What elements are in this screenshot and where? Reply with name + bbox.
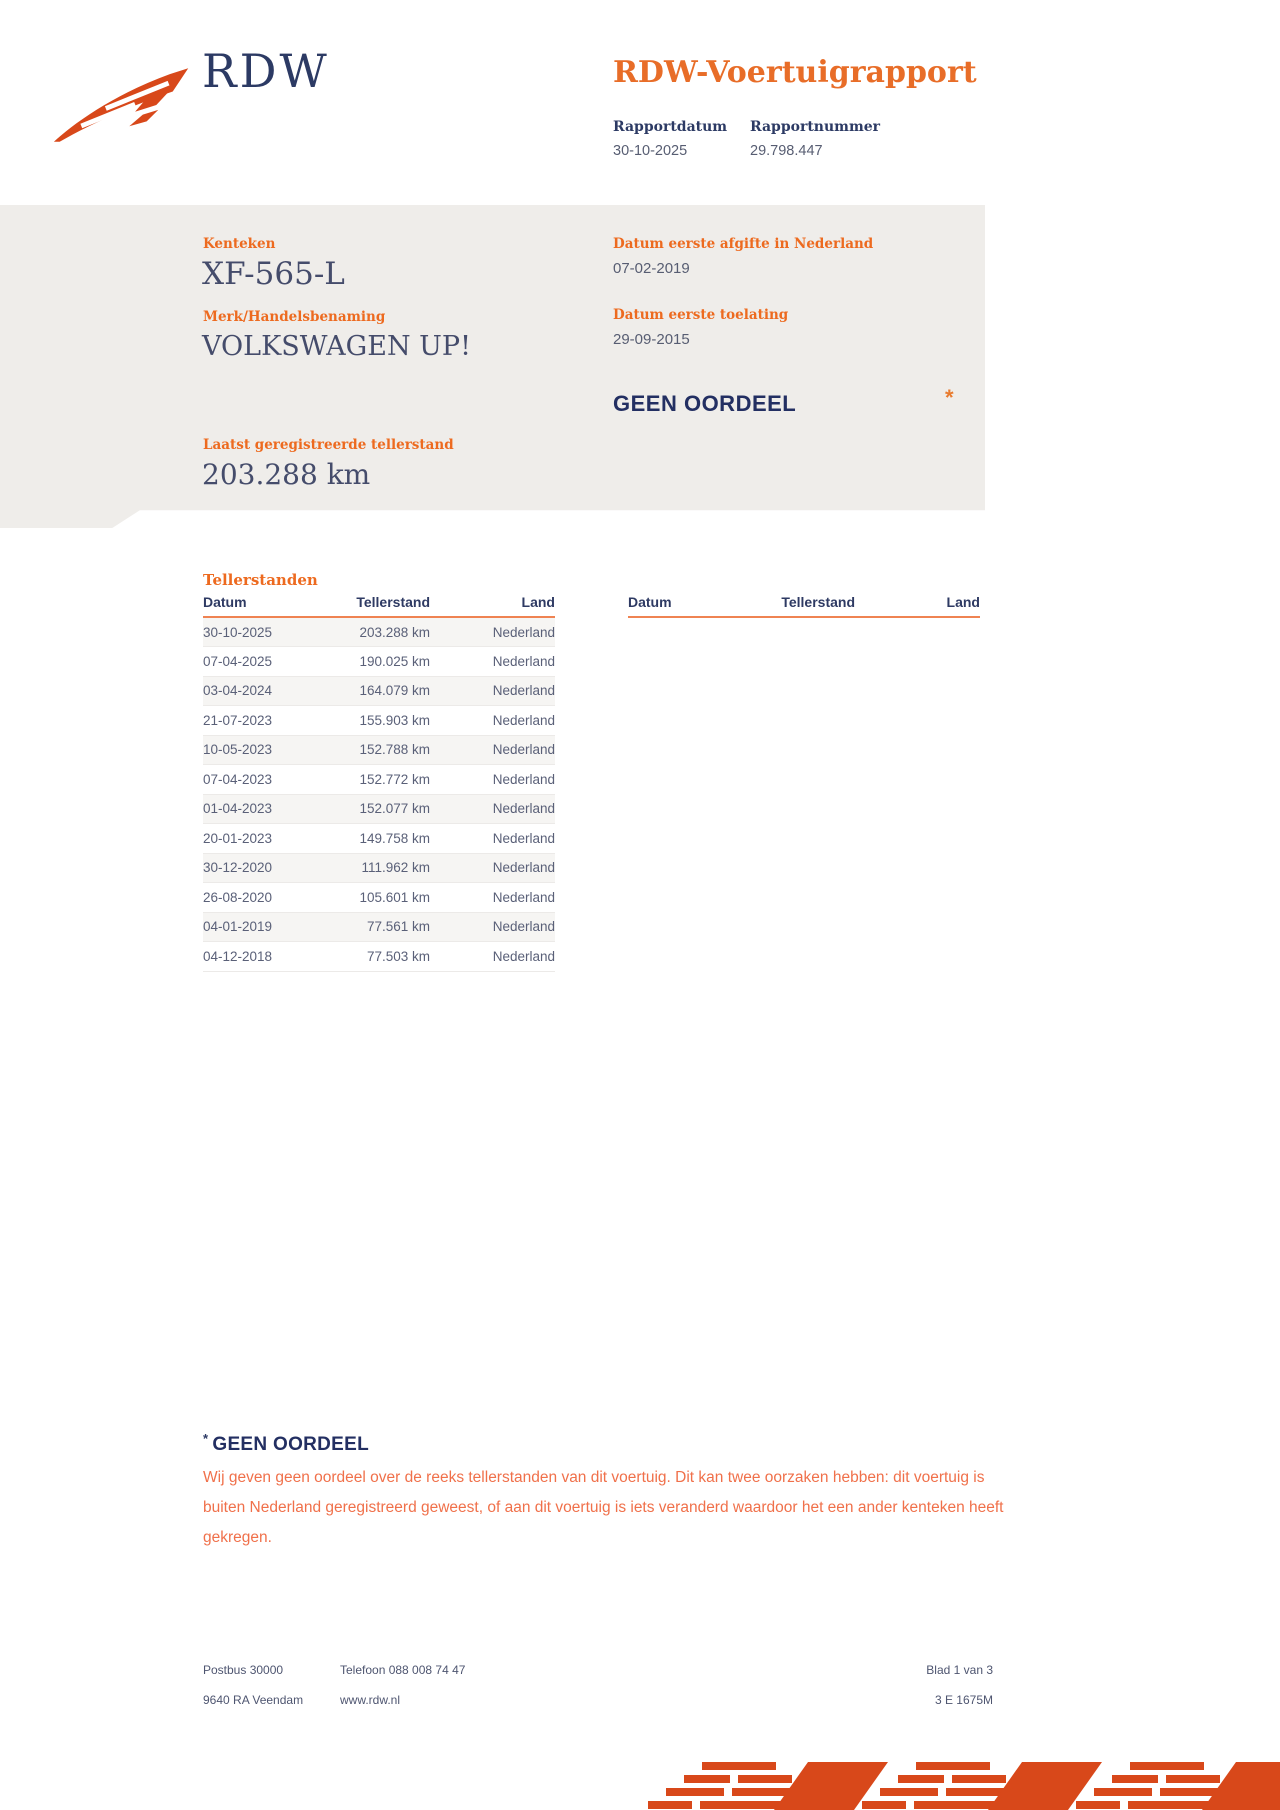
kenteken-value: XF-565-L <box>202 256 345 292</box>
cell-land: Nederland <box>430 765 555 795</box>
merk-label: Merk/Handelsbenaming <box>203 309 386 325</box>
cell-land: Nederland <box>430 942 555 972</box>
footer-phone: Telefoon 088 008 74 47 <box>340 1663 466 1677</box>
verdict-text: GEEN OORDEEL <box>613 391 797 416</box>
cell-datum: 01-04-2023 <box>203 794 333 824</box>
cell-land: Nederland <box>430 853 555 883</box>
cell-datum: 30-10-2025 <box>203 617 333 647</box>
cell-datum: 30-12-2020 <box>203 853 333 883</box>
report-number-label: Rapportnummer <box>750 119 881 135</box>
cell-tellerstand: 77.503 km <box>333 942 430 972</box>
col-header-land: Land <box>855 594 980 617</box>
cell-tellerstand: 152.077 km <box>333 794 430 824</box>
col-header-land: Land <box>430 594 555 617</box>
cell-datum: 20-01-2023 <box>203 824 333 854</box>
cell-datum: 04-12-2018 <box>203 942 333 972</box>
cell-land: Nederland <box>430 794 555 824</box>
footer-form-code: 3 E 1675M <box>934 1693 993 1707</box>
merk-value: VOLKSWAGEN UP! <box>202 331 471 362</box>
cell-land: Nederland <box>430 647 555 677</box>
cell-datum: 04-01-2019 <box>203 912 333 942</box>
cell-tellerstand: 164.079 km <box>333 676 430 706</box>
cell-tellerstand: 149.758 km <box>333 824 430 854</box>
tellerstanden-table-right <box>628 594 980 618</box>
cell-tellerstand: 155.903 km <box>333 706 430 736</box>
cell-tellerstand: 152.772 km <box>333 765 430 795</box>
tellerstanden-title: Tellerstanden <box>203 571 318 589</box>
report-date-label: Rapportdatum <box>613 119 728 135</box>
toelating-value: 29-09-2015 <box>613 331 690 348</box>
cell-datum: 10-05-2023 <box>203 735 333 765</box>
cell-datum: 26-08-2020 <box>203 883 333 913</box>
table-row <box>203 765 555 795</box>
footer-address <box>203 1655 303 1715</box>
footer-address-line1: Postbus 30000 <box>203 1663 284 1677</box>
rdw-logo-feather-icon <box>50 66 195 144</box>
cell-tellerstand: 105.601 km <box>333 883 430 913</box>
cell-land: Nederland <box>430 617 555 647</box>
table-row <box>203 824 555 854</box>
table-header-row <box>628 594 980 617</box>
footnote-heading <box>203 1431 369 1456</box>
cell-tellerstand: 203.288 km <box>333 617 430 647</box>
vehicle-summary-panel <box>0 205 985 528</box>
tellerstanden-table-left <box>203 594 555 972</box>
footnote-heading-text: GEEN OORDEEL <box>212 1434 370 1455</box>
report-date-value: 30-10-2025 <box>613 143 688 159</box>
table-header-row <box>203 594 555 617</box>
cell-datum: 07-04-2023 <box>203 765 333 795</box>
cell-land: Nederland <box>430 706 555 736</box>
tellerstanden-rows <box>203 617 555 971</box>
cell-tellerstand: 190.025 km <box>333 647 430 677</box>
toelating-label: Datum eerste toelating <box>613 307 789 323</box>
report-number-value: 29.798.447 <box>750 143 823 159</box>
cell-tellerstand: 152.788 km <box>333 735 430 765</box>
footer-contact <box>340 1655 465 1715</box>
tellerstand-label: Laatst geregistreerde tellerstand <box>203 437 454 453</box>
table-row <box>203 706 555 736</box>
col-header-tellerstand: Tellerstand <box>758 594 855 617</box>
table-row <box>203 794 555 824</box>
footnote-text: Wij geven geen oordeel over de reeks tellerstanden van dit voertuig. Dit kan twee oorzaken hebben: dit voertuig is buiten Nederland geregistreerd geweest, of aan dit voertuig is iets veranderd waardoor het een ander kenteken heeft gekregen. <box>203 1469 1004 1546</box>
table-row <box>203 647 555 677</box>
cell-land: Nederland <box>430 824 555 854</box>
col-header-tellerstand: Tellerstand <box>333 594 430 617</box>
footer-address-line2: 9640 RA Veendam <box>203 1693 304 1707</box>
cell-land: Nederland <box>430 676 555 706</box>
footer-meta <box>793 1655 993 1715</box>
col-header-datum: Datum <box>628 594 758 617</box>
afgifte-label: Datum eerste afgifte in Nederland <box>613 236 874 252</box>
table-row <box>203 735 555 765</box>
footer-website: www.rdw.nl <box>340 1693 401 1707</box>
afgifte-value: 07-02-2019 <box>613 260 690 277</box>
table-row <box>203 617 555 647</box>
report-title: RDW-Voertuigrapport <box>613 55 977 90</box>
footer-stripes-graphic <box>640 1762 1280 1810</box>
table-row <box>203 676 555 706</box>
rdw-logo-wordmark: RDW <box>202 44 330 98</box>
cell-datum: 21-07-2023 <box>203 706 333 736</box>
col-header-datum: Datum <box>203 594 333 617</box>
cell-tellerstand: 77.561 km <box>333 912 430 942</box>
tellerstand-value: 203.288 km <box>202 458 371 491</box>
footnote-asterisk: * <box>203 1431 209 1446</box>
cell-datum: 07-04-2025 <box>203 647 333 677</box>
footer-page-indicator: Blad 1 van 3 <box>926 1663 993 1677</box>
table-row <box>203 853 555 883</box>
cell-land: Nederland <box>430 883 555 913</box>
cell-land: Nederland <box>430 912 555 942</box>
verdict-asterisk: * <box>945 385 954 410</box>
table-row <box>203 912 555 942</box>
table-row <box>203 942 555 972</box>
cell-tellerstand: 111.962 km <box>333 853 430 883</box>
kenteken-label: Kenteken <box>203 236 276 252</box>
cell-land: Nederland <box>430 735 555 765</box>
cell-datum: 03-04-2024 <box>203 676 333 706</box>
table-row <box>203 883 555 913</box>
